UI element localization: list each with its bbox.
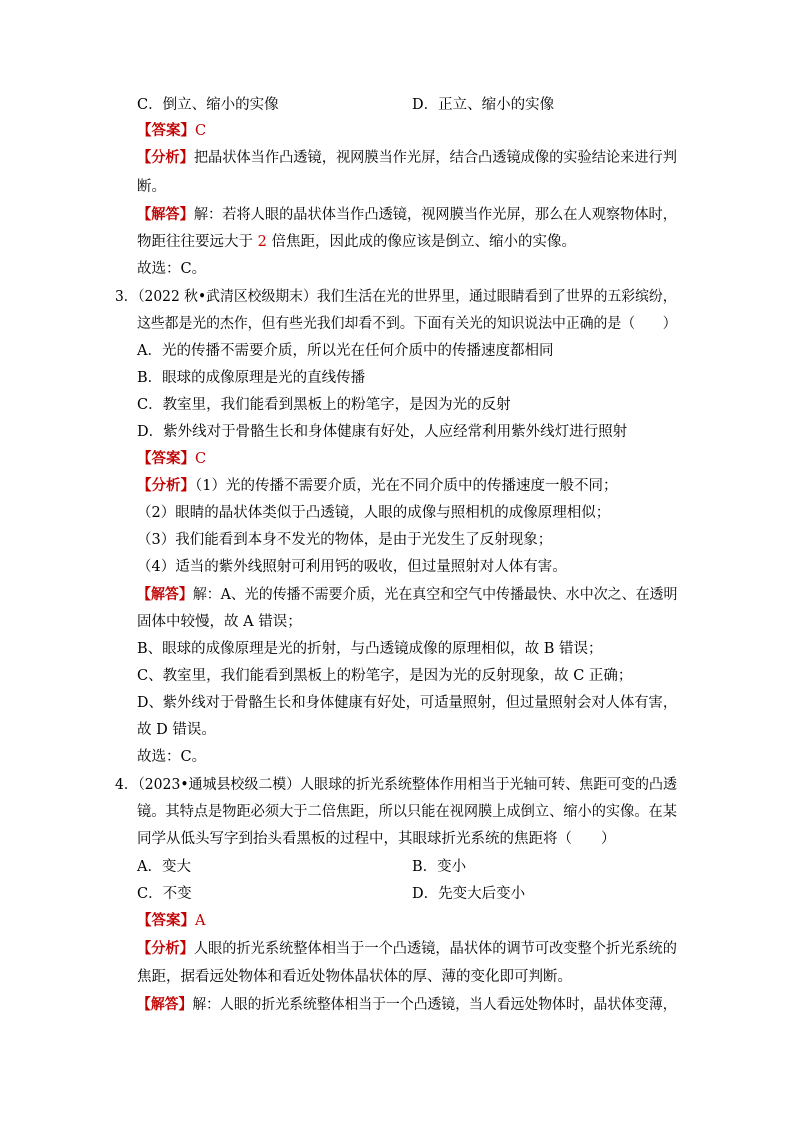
- option-c-row: [137, 95, 677, 115]
- question-3-analysis-4: （4）适当的紫外线照射可利用钙的吸收，但过量照射对人体有害。: [137, 559, 567, 575]
- analysis-tag: 【分析】: [137, 477, 195, 494]
- answer-tag: 【答案】: [137, 450, 195, 467]
- question-3-stem-cont: 这些都是光的杰作，但有些光我们却看不到。下面有关光的知识说法中正确的是（ ）: [137, 316, 677, 332]
- option-a: A．变大: [137, 859, 191, 875]
- question-4-analysis-row: 【分析】人眼的折光系统整体相当于一个凸透镜，晶状体的调节可改变整个折光系统的: [137, 940, 677, 957]
- question-3-solution-row: 【解答】解：A、光的传播不需要介质，光在真空和空气中传播最快、水中次之、在透明: [137, 586, 678, 603]
- question-3-solution-4: C、教室里，我们能看到黑板上的粉笔字，是因为光的反射现象，故 C 正确；: [137, 668, 633, 684]
- solution-tag: 【解答】: [137, 206, 194, 223]
- answer-tag: 【答案】: [137, 122, 195, 139]
- solution-row: [137, 205, 677, 225]
- solution-text: 解：若将人眼的晶状体当作凸透镜，视网膜当作光屏，那么在人观察物体时，: [193, 207, 677, 223]
- question-3-analysis-row: 【分析】（1）光的传播不需要介质，光在不同介质中的传播速度一般不同；: [137, 477, 618, 494]
- solution-tag: 【解答】: [137, 996, 193, 1013]
- option-d: D．先变大后变小: [412, 886, 526, 902]
- option-d: D．正立、缩小的实像: [412, 97, 555, 113]
- question-4-options-cd: [137, 884, 677, 904]
- question-3-solution-3: B、眼球的成像原理是光的折射，与凸透镜成像的原理相似，故 B 错误；: [137, 641, 603, 657]
- question-3-option-c: C．教室里，我们能看到黑板上的粉笔字，是因为光的反射: [137, 397, 511, 413]
- question-4-stem-3: 同学从低头写字到抬头看黑板的过程中，其眼球折光系统的焦距将（ ）: [137, 831, 616, 847]
- analysis-text-cont: 断。: [137, 179, 166, 195]
- answer-value: C: [195, 123, 207, 139]
- option-c: C．不变: [137, 886, 192, 902]
- question-3-choose: 故选：C。: [137, 749, 207, 765]
- question-3-answer-row: [137, 449, 677, 469]
- question-3-solution-2: 固体中较慢，故 A 错误；: [137, 614, 302, 630]
- answer-row: [137, 121, 677, 141]
- option-c: C．倒立、缩小的实像: [137, 97, 279, 113]
- solution-tag: 【解答】: [137, 586, 193, 603]
- question-4-solution-row: 【解答】解：人眼的折光系统整体相当于一个凸透镜，当人看远处物体时，晶状体变薄，: [137, 996, 677, 1013]
- answer-value: C: [195, 451, 207, 467]
- answer-value: A: [195, 913, 206, 929]
- analysis-tag: 【分析】: [137, 940, 194, 957]
- question-4-options-ab: [137, 857, 677, 877]
- choose-line: 故选：C。: [137, 261, 207, 277]
- question-3-solution-6: 故 D 错误。: [137, 722, 216, 738]
- option-b: B．变小: [412, 859, 467, 875]
- question-3-analysis-2: （2）眼睛的晶状体类似于凸透镜，人眼的成像与照相机的成像原理相似；: [137, 505, 611, 521]
- question-4-analysis-2: 焦距，据看远处物体和看近处物体晶状体的厚、薄的变化即可判断。: [137, 969, 572, 985]
- question-3-option-b: B．眼球的成像原理是光的直线传播: [137, 370, 366, 386]
- answer-tag: 【答案】: [137, 912, 195, 929]
- question-4-answer-row: [137, 911, 677, 931]
- question-3-stem: 3．（2022 秋•武清区校级期末）我们生活在光的世界里，通过眼睛看到了世界的五彩缤纷，: [115, 289, 677, 305]
- solution-text-cont: 物距往往要远大于 2 倍焦距，因此成的像应该是倒立、缩小的实像。: [137, 234, 576, 250]
- analysis-tag: 【分析】: [137, 149, 194, 166]
- question-3-solution-5: D、紫外线对于骨骼生长和身体健康有好处，可适量照射，但过量照射会对人体有害，: [137, 695, 678, 711]
- analysis-text: 把晶状体当作凸透镜，视网膜当作光屏，结合凸透镜成像的实验结论来进行判: [193, 150, 677, 166]
- question-4-stem-2: 镜。其特点是物距必须大于二倍焦距，所以只能在视网膜上成倒立、缩小的实像。在某: [137, 804, 677, 820]
- analysis-row: [137, 148, 677, 168]
- question-3-analysis-3: （3）我们能看到本身不发光的物体，是由于光发生了反射现象；: [137, 532, 553, 548]
- highlight-number: 2: [257, 234, 267, 250]
- question-3-option-d: D．紫外线对于骨骼生长和身体健康有好处，人应经常利用紫外线灯进行照射: [137, 424, 628, 440]
- question-3-option-a: A．光的传播不需要介质，所以光在任何介质中的传播速度都相同: [137, 343, 554, 359]
- question-4-stem: 4．（2023•通城县校级二模）人眼球的折光系统整体作用相当于光轴可转、焦距可变的凸透: [115, 777, 677, 793]
